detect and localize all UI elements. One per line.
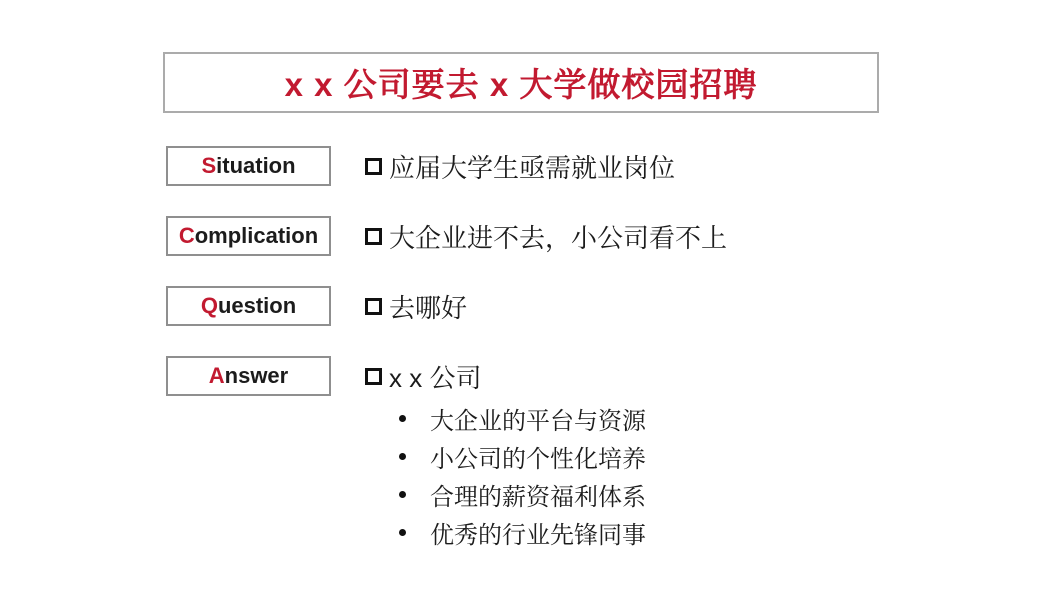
- dot-bullet-icon: [399, 491, 406, 498]
- scqa-row-question: [0, 286, 1048, 326]
- list-item: [399, 437, 646, 475]
- answer-label-box: [166, 356, 331, 396]
- dot-bullet-icon: [399, 415, 406, 422]
- square-bullet-icon: [365, 298, 382, 315]
- question-label-initial: Q: [200, 293, 218, 318]
- scqa-row-complication: [0, 216, 1048, 256]
- dot-bullet-icon: [399, 529, 406, 536]
- answer-label: [209, 363, 288, 389]
- complication-label-box: [166, 216, 331, 256]
- subitem-text: 小公司的个性化培养: [430, 445, 646, 473]
- list-item: [399, 399, 646, 437]
- answer-text: x x 公司: [389, 362, 482, 393]
- complication-text: 大企业进不去，小公司看不上: [389, 222, 728, 253]
- subitem-text: 大企业的平台与资源: [430, 407, 646, 435]
- dot-bullet-icon: [399, 453, 406, 460]
- square-bullet-icon: [365, 228, 382, 245]
- question-text: 去哪好: [389, 292, 468, 323]
- complication-label-rest: omplication: [194, 223, 319, 248]
- answer-content: [365, 356, 481, 396]
- situation-label-rest: ituation: [216, 153, 296, 178]
- situation-label: [201, 153, 295, 179]
- list-item: [399, 513, 646, 551]
- situation-text: 应届大学生亟需就业岗位: [389, 152, 676, 183]
- question-label: [201, 293, 296, 319]
- situation-content: [365, 146, 675, 186]
- complication-label: [179, 223, 318, 249]
- answer-label-initial: A: [208, 363, 225, 388]
- answer-sublist: [399, 399, 646, 551]
- subitem-text: 合理的薪资福利体系: [430, 483, 646, 511]
- page-title: x x 公司要去 x 大学做校园招聘: [284, 66, 758, 103]
- subitem-text: 优秀的行业先锋同事: [430, 521, 646, 549]
- question-label-box: [166, 286, 331, 326]
- list-item: [399, 475, 646, 513]
- situation-label-box: [166, 146, 331, 186]
- square-bullet-icon: [365, 368, 382, 385]
- situation-label-initial: S: [201, 153, 217, 178]
- answer-label-rest: nswer: [224, 363, 289, 388]
- complication-label-initial: C: [178, 223, 195, 248]
- square-bullet-icon: [365, 158, 382, 175]
- scqa-row-situation: [0, 146, 1048, 186]
- question-label-rest: uestion: [217, 293, 297, 318]
- question-content: [365, 286, 467, 326]
- scqa-row-answer: [0, 356, 1048, 396]
- title-box: [163, 52, 879, 113]
- complication-content: [365, 216, 727, 256]
